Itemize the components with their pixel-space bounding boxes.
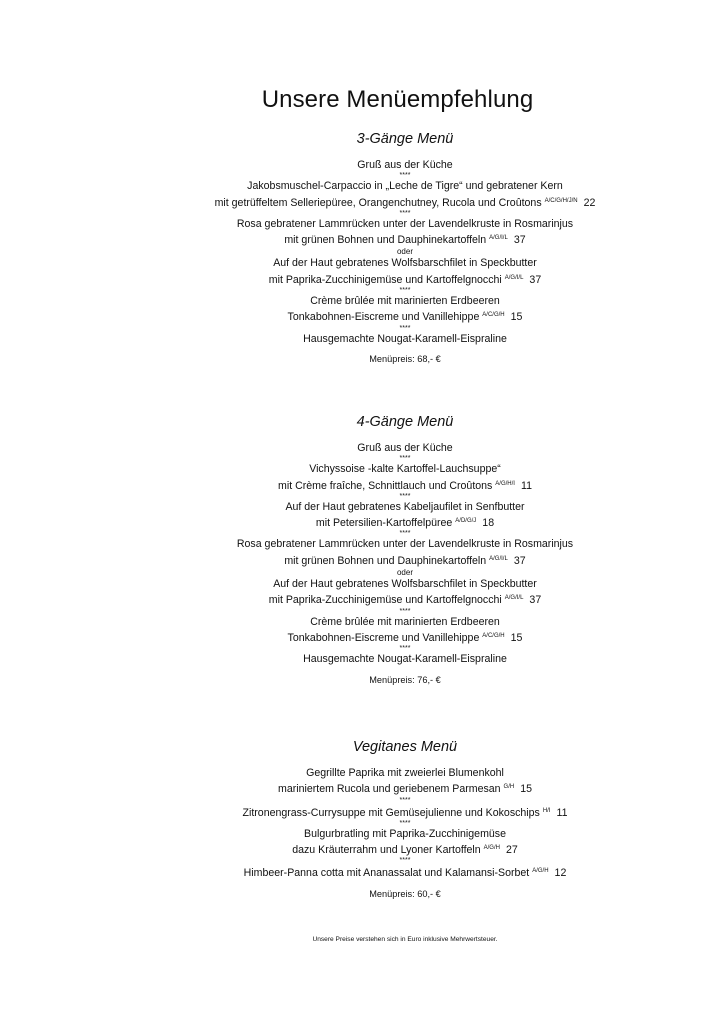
dish-line — [0, 577, 724, 591]
course-separator: **** — [399, 209, 411, 217]
dish-price: 15 — [510, 311, 523, 324]
dish-text: mariniertem Rucola und geriebenem Parmesan — [278, 783, 501, 796]
dish-line — [0, 841, 724, 857]
dish-price: 37 — [513, 234, 526, 247]
dish-line — [0, 780, 724, 796]
dish-line — [0, 629, 724, 645]
dish-line — [0, 217, 724, 231]
dish-text: Zitronengrass-Currysuppe mit Gemüsejulienne und Kokoschips — [242, 806, 540, 819]
dish-line — [0, 766, 724, 780]
dish-price: 37 — [513, 554, 526, 567]
menu-price-label: Menüpreis: — [369, 888, 415, 899]
allergen-codes: A/G/H — [532, 868, 549, 875]
dish-line — [0, 231, 724, 247]
dish-text: dazu Kräuterrahm und Lyoner Kartoffeln — [292, 844, 481, 857]
dish-line — [0, 271, 724, 287]
dish-text: Auf der Haut gebratenes Wolfsbarschfilet in Speckbutter — [273, 578, 537, 591]
allergen-codes: A/D/G/J — [455, 518, 477, 525]
course-separator: **** — [399, 287, 411, 295]
dish-line — [0, 804, 724, 820]
course-separator: **** — [399, 324, 411, 332]
section-title: 3-Gänge Menü — [356, 131, 454, 147]
dish-line — [0, 591, 724, 607]
dish-text: mit Paprika-Zucchinigemüse und Kartoffelgnocchi — [268, 594, 502, 607]
dish-text: mit Paprika-Zucchinigemüse und Kartoffelgnocchi — [268, 273, 502, 286]
dish-text: Crème brûlée mit marinierten Erdbeeren — [310, 615, 500, 628]
dish-price: 15 — [510, 631, 523, 644]
allergen-codes: A/C/G/H/J/N — [544, 197, 578, 204]
dish-text: Gruß aus der Küche — [357, 159, 453, 171]
dish-text: Himbeer-Panna cotta mit Ananassalat und Kalamansi-Sorbet — [243, 867, 530, 880]
dish-text: Gegrillte Paprika mit zweierlei Blumenkohl — [306, 767, 504, 779]
dish-price: 11 — [556, 806, 568, 819]
allergen-codes: A/C/G/H — [482, 312, 505, 319]
course-separator: **** — [399, 819, 411, 827]
dish-text: mit Crème fraîche, Schnittlauch und Croûtons — [278, 479, 493, 492]
dish-text: Rosa gebratener Lammrücken unter der Lavendelkruste in Rosmarinjus — [236, 217, 574, 230]
menu-price — [0, 353, 724, 365]
dish-line — [0, 179, 724, 193]
allergen-codes: A/G/I/L — [489, 555, 508, 562]
dish-text: mit getrüffeltem Selleriepüree, Orangenchutney, Rucola und Croûtons — [214, 196, 542, 209]
dish-price: 27 — [505, 844, 518, 857]
dish-line — [0, 441, 724, 455]
dish-price: 11 — [520, 479, 532, 492]
dish-line — [0, 514, 724, 530]
allergen-codes: G/H — [503, 784, 515, 791]
dish-text: mit grünen Bohnen und Dauphinekartoffeln — [284, 234, 487, 247]
dish-text: Tonkabohnen-Eiscreme und Vanillehippe — [287, 311, 480, 324]
dish-line — [0, 158, 724, 172]
section-title: Vegitanes Menü — [352, 739, 458, 755]
course-separator: **** — [399, 530, 411, 538]
dish-text: Crème brûlée mit marinierten Erdbeeren — [310, 295, 500, 308]
course-separator: **** — [399, 857, 411, 865]
dish-text: Hausgemachte Nougat-Karamell-Eispraline — [303, 332, 507, 345]
alternative-separator: oder — [396, 568, 413, 578]
allergen-codes: H/I — [542, 807, 551, 814]
alternative-separator: oder — [396, 247, 413, 257]
dish-line — [0, 615, 724, 629]
menu-price-label: Menüpreis: — [369, 674, 415, 685]
allergen-codes: A/G/I/L — [504, 595, 524, 602]
dish-text: Gruß aus der Küche — [357, 442, 453, 454]
dish-line — [0, 827, 724, 841]
dish-line — [0, 332, 724, 346]
dish-line — [0, 256, 724, 270]
course-separator: **** — [399, 607, 411, 615]
dish-text: Jakobsmuschel-Carpaccio in „Leche de Tigre“ und gebratener Kern — [247, 180, 563, 193]
allergen-codes: A/G/H/I — [495, 480, 515, 487]
dish-price: 37 — [529, 273, 542, 286]
course-separator: **** — [399, 455, 411, 463]
section-title: 4-Gänge Menü — [356, 414, 454, 430]
dish-price: 12 — [554, 867, 567, 880]
dish-line — [0, 864, 724, 880]
page-title: Unsere Menüempfehlung — [261, 86, 534, 113]
dish-text: Rosa gebratener Lammrücken unter der Lavendelkruste in Rosmarinjus — [236, 538, 574, 551]
allergen-codes: A/G/I/L — [489, 235, 508, 242]
course-separator: **** — [399, 492, 411, 500]
dish-text: Tonkabohnen-Eiscreme und Vanillehippe — [287, 631, 480, 644]
dish-text: Vichyssoise -kalte Kartoffel-Lauchsuppe“ — [309, 463, 501, 476]
menu-section-vegetarian — [0, 739, 724, 900]
dish-text: mit Petersilien-Kartoffelpüree — [315, 517, 453, 530]
menu-price — [0, 674, 724, 686]
dish-line — [0, 308, 724, 324]
menu-price-label: Menüpreis: — [369, 353, 415, 364]
dish-text: Auf der Haut gebratenes Wolfsbarschfilet in Speckbutter — [273, 257, 537, 270]
menu-section-4-course — [0, 414, 724, 686]
dish-line — [0, 294, 724, 308]
dish-price: 22 — [583, 196, 596, 209]
dish-line — [0, 652, 724, 666]
course-separator: **** — [399, 645, 411, 653]
menu-price-value: 60,- € — [417, 888, 441, 899]
dish-price: 37 — [529, 594, 542, 607]
menu-section-3-course — [0, 131, 724, 365]
allergen-codes: A/G/I/L — [504, 274, 524, 281]
dish-text: Auf der Haut gebratenes Kabeljaufilet in Senfbutter — [285, 500, 525, 513]
dish-text: Hausgemachte Nougat-Karamell-Eispraline — [303, 653, 507, 666]
allergen-codes: A/G/H — [483, 845, 500, 852]
dish-price: 15 — [520, 783, 532, 796]
dish-line — [0, 537, 724, 551]
dish-text: mit grünen Bohnen und Dauphinekartoffeln — [284, 554, 487, 567]
dish-text: Bulgurbratling mit Paprika-Zucchinigemüse — [304, 827, 506, 840]
course-separator: **** — [399, 796, 411, 804]
dish-line — [0, 500, 724, 514]
menu-price-value: 76,- € — [417, 674, 441, 685]
menu-price — [0, 888, 724, 900]
dish-line — [0, 477, 724, 493]
course-separator: **** — [399, 172, 411, 180]
price-footnote: Unsere Preise verstehen sich in Euro inklusive Mehrwertsteuer. — [312, 936, 498, 943]
dish-price: 18 — [482, 517, 495, 530]
allergen-codes: A/C/G/H — [482, 632, 505, 639]
dish-line — [0, 552, 724, 568]
menu-price-value: 68,- € — [417, 353, 441, 364]
dish-line — [0, 194, 724, 210]
dish-line — [0, 462, 724, 476]
